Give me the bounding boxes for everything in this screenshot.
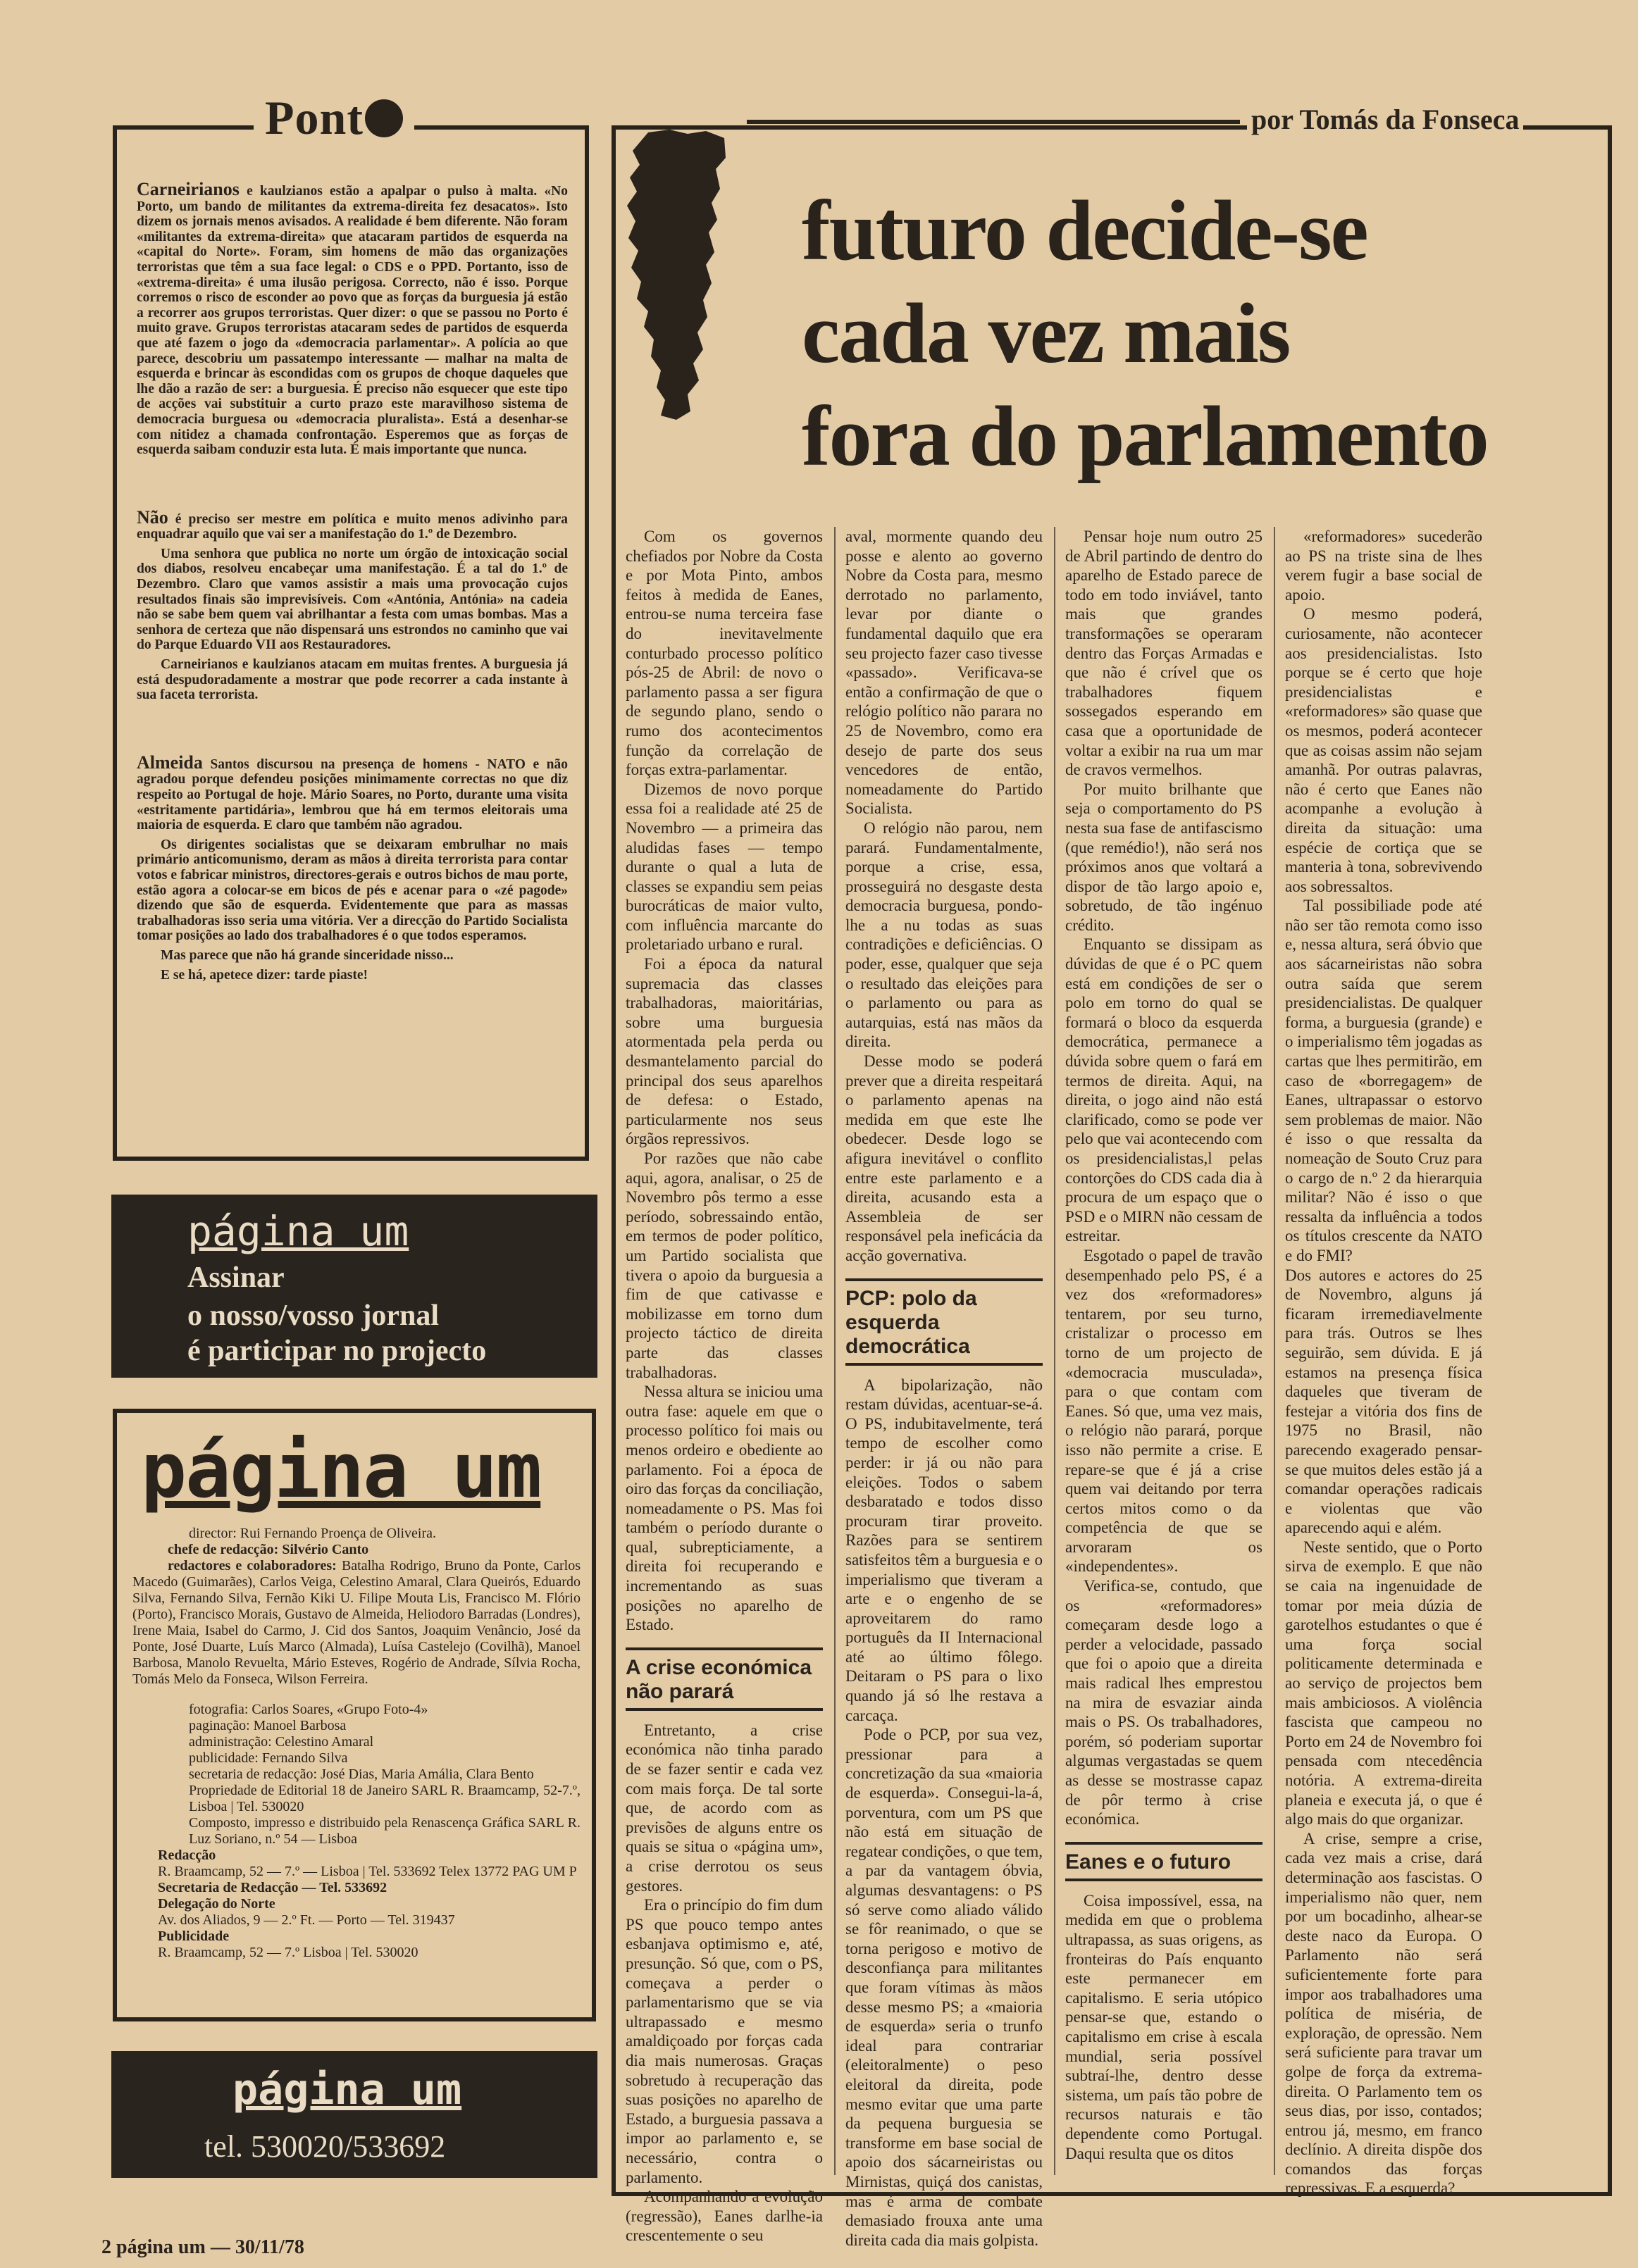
masthead-secretaria: secretaria de redacção: José Dias, Maria Amália, Clara Bento xyxy=(189,1767,534,1782)
c2-p2: O relógio não parou, nem parará. Fundamentalmente, porque a crise, essa, prosseguirá no desgaste desta democracia burguesa, pondo-lhe a nu todas as suas contradições e deficiências. O poder, esse, qualquer que seja o resultado das eleições para o parlamento ou para as autarquias, está nas mãos da direita. xyxy=(845,818,1043,1051)
portugal-map-icon xyxy=(620,127,733,423)
masthead-box xyxy=(113,1409,596,2021)
c3-p2: Por muito brilhante que seja o comportamento do PS nesta sua fase de antifascismo (que remédio!), não será nos próximos anos que voltará a dispor de tão largo apoio e, sobretudo, de tão ingénuo crédito. xyxy=(1065,780,1262,934)
ponto-item2c: Carneirianos e kaulzianos atacam em muitas frentes. A burguesia já está despudoradamente a mostrar que pode recorrer a cada instante à sua faceta terrorista. xyxy=(137,657,568,703)
c3-p4: Esgotado o papel de travão desempenhado pelo PS, é a vez dos «reformadores» tentarem, por seu turno, cristalizar o processo em torno de um projecto de «democracia musculada», para o que contam com Eanes. Só que, uma vez mais, o relógio não parará, porque isso não permite a crise. E repare-se que é já a crise quem vai deitando por terra certos mitos como o da competência de que se arvoraram os «independentes». xyxy=(1065,1246,1262,1576)
c4-p6: A crise, sempre a crise, cada vez mais a crise, dará determinação aos fascistas. O imperialismo não quer, nem por um bocadinho, alhear-se deste naco da Europa. O Parlamento não será suficientemente forte para impor aos trabalhadores uma política de miséria, de exploração, de opressão. Nem será suficiente para travar um golpe de força da extrema-direita. O Parlamento tem os seus dias, por isso, contados; entrou já, mesmo, em franco declínio. A direita dispõe dos comandos das forças repressivas. E a esquerda? xyxy=(1285,1829,1482,2198)
page-footer: 2 página um — 30/11/78 xyxy=(101,2236,304,2258)
ad2-logo: página um xyxy=(232,2065,462,2114)
c3-p6: Coisa impossível, essa, na medida em que o problema ultrapassa, as suas origens, as fronteiras do País enquanto este permanecer em capitalismo. E seria utópico pensar-se que, estando o capitalismo em crise à escala mundial, seria possível subtraí-lhe, dentro desse sistema, um país tão pobre de recursos naturais e tão dependente como Portugal. Daqui resulta que os ditos xyxy=(1065,1891,1262,2162)
ponto-item3-cap: Almeida xyxy=(137,752,203,773)
ponto-item2b: Uma senhora que publica no norte um órgão de intoxicação social dos diabos, resolveu encabeçar uma manifestação. É a tal do 1.º de Dezembro. Claro que vamos assistir a mais uma provocação cujos resultados finais são imprevisíveis. Com «Antónia, Antónia» na cadeia não se sabe bem quem vai abrilhantar a festa com umas bombas. Mas a senhora de certeza que não dispensará uns estrondos no caminho que vai do Parque Eduardo VII aos Restauradores. xyxy=(137,546,568,653)
masthead-delegacao: Av. dos Aliados, 9 — 2.º Ft. — Porto — Tel. 319437 xyxy=(158,1912,455,1928)
masthead-publicidade-addr: R. Braamcamp, 52 — 7.º Lisboa | Tel. 530020 xyxy=(158,1945,418,1960)
subhead-crise: A crise económica não parará xyxy=(626,1647,823,1711)
article-column-4 xyxy=(1285,527,1482,2198)
c3-p5: Verifica-se, contudo, que os «reformadores» começaram desde logo a perder a velocidade, passado que foi o apoio que a direita mais radical lhes emprestou na mira de esvaziar ainda mais o PS. Os trabalhadores, porém, só poderiam suportar algumas vergastadas se quem as desse se mostrasse capaz de pôr termo à crise económica. xyxy=(1065,1577,1262,1828)
ponto-item3c: Mas parece que não há grande sinceridade nisso... xyxy=(161,947,454,963)
masthead-redactores: Batalha Rodrigo, Bruno da Ponte, Carlos Macedo (Guimarães), Carlos Veiga, Celestino Amaral, Clara Queirós, Eduardo Silva, Fernando Silva, Fernão Kiki U. Filipe Mouta Lis, Francisco M. Flório (Porto), Francisco Morais, Gustavo de Almeida, Heliodoro Barradas (Londres), Irene Maia, Isabel do Carmo, J. Cid dos Santos, Joaquim Venâncio, José da Ponte, José Duarte, Luís Marco (Almada), Luísa Castelejo (Covilhã), Manoel Barbosa, Manolo Revuelta, Mário Esteves, Rogério de Andrade, Sílvia Rocha, Tomás Melo da Fonseca, Wilson Ferreira. xyxy=(132,1558,581,1687)
c4-p4: Dos autores e actores do 25 de Novembro, alguns já ficaram irremediavelmente para trás. Outros se lhes seguirão, sem dúvida. E já estamos na presença física daqueles que tiveram de festejar a vitória dos fins de 1975 no Brasil, não parecendo exagerado pensar-se que muitos deles estão já a comandar operações radicais e violentas que vão aparecendo aqui e além. xyxy=(1285,1266,1482,1537)
ponto-item1: e kaulzianos estão a apalpar o pulso à malta. «No Porto, um bando de militantes da extrema-direita fez desacatos». Isto dizem os jornais menos avisados. A realidade é bem diferente. Não foram «militantes da extrema-direita» que atacaram partidos de esquerda na «capital do Norte». Foram, sim homens de mão das organizações terroristas que têm a sua face legal: o CDS e o PPD. Portanto, isso de «extrema-direita» é uma ilusão perigosa. Correcto, não é isso. Porque corremos o risco de esconder ao povo que as forças da burguesia já estão a recorrer aos grupos terroristas. Quer dizer: o que se passou no Porto é muito grave. Grupos terroristas atacaram sedes de partidos de esquerda que até fazem o jogo da «democracia parlamentar». A polícia ao que parece, descobriu um passatempo interessante — malhar na malta de esquerda e brincar às escondidas com os grupos de choque daqueles que lhe dão a razão de ser: a burguesia. É preciso não esquecer que este tipo de acções vai substituir a curto prazo este maravilhoso sistema de democracia burguesa ou «democracia pluralista». Está a desenhar-se com nitidez a chamada confrontação. Esperemos que as forças de esquerda saibam conduzir esta luta. É mais importante que nunca. xyxy=(137,184,568,458)
c1-p2: Dizemos de novo porque essa foi a realidade até 25 de Novembro — a primeira das aludidas fases — tempo durante o qual a luta de classes se expandiu sem peias burocráticas de maior vulto, com influência marcante do proletariado urbano e rural. xyxy=(626,780,823,954)
masthead-publicidade: publicidade: Fernando Silva xyxy=(189,1750,348,1766)
masthead-redaccao-hd: Redacção xyxy=(158,1848,216,1863)
masthead-paginacao: paginação: Manoel Barbosa xyxy=(189,1718,347,1733)
c1-p5: Nessa altura se iniciou uma outra fase: aquele em que o processo político foi mais ou menos ordeiro e obediente ao parlamento. Foi a época de oiro das forças da conciliação, nomeadamente o PS. Mas foi também o período durante o qual, subrepticiamente, a direita foi recuperando e incrementando as suas posições no aparelho de Estado. xyxy=(626,1383,823,1634)
headline-line2: cada vez mais xyxy=(802,286,1290,381)
masthead-director: director: Rui Fernando Proença de Oliveira. xyxy=(189,1526,436,1541)
c1-p7: Era o princípio do fim dum PS que pouco tempo antes esbanjava optimismo e, até, presunção. Só que, com o PS, começava a perder o parlamentarismo que se via ultrapassado e mesmo amaldiçoado por forças cada dia mais numerosas. Graças sobretudo à recuperação das suas posições no aparelho de Estado, a burguesia passava a impor ao parlamento e, se necessário, contra o parlamento. xyxy=(626,1896,823,2186)
masthead-publicidade-hd: Publicidade xyxy=(158,1929,230,1944)
headline-line1: futuro decide-se xyxy=(802,183,1367,278)
c4-p1: «reformadores» sucederão ao PS na triste sina de lhes verem fugir a base social de apoio. xyxy=(1285,528,1482,604)
ad1-logo: página um xyxy=(187,1207,409,1255)
c3-p1: Pensar hoje num outro 25 de Abril partindo de dentro do aparelho de Estado parece de todo em todo inviável, tanto mais que grandes transformações se operaram dentro das Forças Armadas e que não é crível que os trabalhadores fiquem sossegados esperando em casa que a oportunidade de voltar a exibir na rua um mar de cravos vermelhos. xyxy=(1065,528,1262,779)
c3-p3: Enquanto se dissipam as dúvidas de que é o PC quem está em condições de ser o polo em torno do qual se formará o bloco da esquerda democrática, permanece a dúvida sobre quem o fará em termos de direita. Aqui, na direita, o jogo aind não está clarificado, como se pode ver pelo que vai acontecendo com os presidencialistas,l pelas contorções do CDS cada dia à procura de um espaço que o PSD e o MIRN não cessam de estreitar. xyxy=(1065,935,1262,1245)
ponto-body xyxy=(137,179,569,1147)
subhead-pcp: PCP: polo da esquerda democrática xyxy=(845,1278,1043,1366)
c1-p8: Acompanhando a evolução (regressão), Eanes darlhe-ia crescentemente o seu xyxy=(626,2188,823,2245)
ponto-item2a: é preciso ser mestre em política e muito menos adivinho para enquadrar aquilo que vai ser a manifestação do 1.º de Dezembro. xyxy=(137,511,569,542)
c2-p1: aval, mormente quando deu posse e alento ao governo Nobre da Costa para, mesmo derrotado no parlamento, levar por diante o fundamental daquilo que era seu projecto fazer caso tivesse «passado». Verificava-se então a confirmação de que o relógio político não parara no 25 de Novembro, como era desejo de parte dos seus vencedores de então, nomeadamente do Partido Socialista. xyxy=(845,528,1043,818)
ad2-tel: tel. 530020/533692 xyxy=(204,2129,446,2164)
subscribe-ad xyxy=(111,1195,597,1378)
masthead-redaccao: R. Braamcamp, 52 — 7.º — Lisboa | Tel. 533692 Telex 13772 PAG UM P xyxy=(158,1864,577,1879)
masthead-secretaria-hd: Secretaria de Redacção — Tel. 533692 xyxy=(158,1880,387,1895)
c4-p5: Neste sentido, que o Porto sirva de exemplo. E que não se caia na ingenuidade de tomar por meia dúzia de garotelhos estudantes o que é uma força social politicamente determinada e ao serviço de projectos bem mais ambiciosos. A violência fascista que campeou no Porto em 24 de Novembro foi pensada com ntecedência notória. A extrema-direita planeia e executa já, o que é algo mais do que organizar. xyxy=(1285,1538,1482,1828)
article-columns xyxy=(626,527,1603,2249)
ponto-item1-cap: Carneirianos xyxy=(137,179,240,199)
ponto-item3a: Santos discursou na presença de homens - NATO e não agradou porque defendeu posições minimamente correctas no que diz respeito ao Portugal de hoje. Mário Soares, no Porto, durante uma visita «estritamente partidária», lembrou que há em termos eleitorais uma maioria de esquerda. E claro que também não agradou. xyxy=(137,756,568,833)
c1-p3: Foi a época da natural supremacia das classes trabalhadoras, maioritárias, sobre uma burguesia atormentada pela perda ou desmantelamento parcial do principal dos seus aparelhos de defesa: o Estado, particularmente nos seus órgãos repressivos. xyxy=(626,955,823,1148)
article-column-1 xyxy=(626,527,823,2245)
ad1-line2: o nosso/vosso jornal xyxy=(187,1300,440,1332)
dot-icon xyxy=(365,99,403,137)
c2-p4: A bipolarização, não restam dúvidas, acentuar-se-á. O PS, indubitavelmente, terá tempo de escolher como perder: ir já ou não para eleições. Todos o sabem desbaratado e todos disso procuram tirar proveito. Razões para se sentirem satisfeitos têm a burguesia e o imperialismo que tiveram a arte e o engenho de se aproveitarem do ramo português da II Internacional até ao último fôlego. Deitaram o PS para o lixo quando já só lhe restava a carcaça. xyxy=(845,1376,1043,1724)
masthead-body xyxy=(132,1526,581,2012)
c1-p4: Por razões que não cabe aqui, agora, analisar, o 25 de Novembro pôs termo a esse período, sobressaindo então, em termos de poder político, um Partido socialista que tivera o apoio da burguesia a fim de que cativasse e mobilizasse em torno dum projecto táctico de direita parte das classes trabalhadoras. xyxy=(626,1149,823,1381)
ad1-line3: é participar no projecto xyxy=(187,1335,487,1367)
ponto-title: Pont xyxy=(254,90,414,146)
byline: por Tomás da Fonseca xyxy=(1247,103,1523,136)
c4-p3: Tal possibiliade pode até não ser tão remota como isso e, nessa altura, será óbvio que aos sácarneiristas não sobra outra saída que serem presidencialistas. De qualquer forma, a burguesia (grande) e o imperialismo têm jogadas as cartas que lhes permitirão, em caso de «borregagem» de Eanes, ultrapassar o estorvo sem problemas de maior. Não é isso o que ressalta da nomeação de Souto Cruz para o cargo de n.º 2 da hierarquia militar? Não é isso o que ressalta da influência a todos os títulos crescente da NATO e do FMI? xyxy=(1285,897,1482,1264)
headline-line3: fora do parlamento xyxy=(802,389,1488,484)
column-rule xyxy=(1274,527,1275,2175)
column-rule xyxy=(1054,527,1055,2175)
phone-ad xyxy=(111,2051,597,2178)
masthead-administracao: administração: Celestino Amaral xyxy=(189,1734,374,1750)
ponto-item3b: Os dirigentes socialistas que se deixaram embrulhar no mais primário anticomunismo, deram as mãos à direita terrorista para contar votos e fabricar ministros, directores-gerais e outros bichos de mau porte, estão agora a colocar-se em bicos de pés e acenar para o «zé pagode» dizendo que são de esquerda. Evidentemente que para as massas trabalhadoras isso seria uma vitória. Ver a direcção do Partido Socialista tomar posições ao lado dos trabalhadores é o que todos esperamos. xyxy=(137,837,568,944)
masthead-redactores-hd: redactores e colaboradores: xyxy=(168,1558,337,1574)
masthead-delegacao-hd: Delegação do Norte xyxy=(158,1896,275,1912)
byline-rule xyxy=(747,120,1240,124)
masthead-propriedade: Propriedade de Editorial 18 de Janeiro SARL R. Braamcamp, 52-7.º, Lisboa | Tel. 530020 xyxy=(189,1783,581,1814)
ponto-item3d: E se há, apetece dizer: tarde piaste! xyxy=(161,967,368,983)
article-column-3 xyxy=(1065,527,1262,2189)
masthead-logo: página um xyxy=(141,1427,541,1515)
c2-p5: Pode o PCP, por sua vez, pressionar para a concretização da sua «maioria de esquerda». Consegui-la-á, porventura, com um PS que não está em situação de regatear condições, o que tem, a par da vantagem óbvia, algumas desvantagens: o PS só serve como aliado válido se fôr reanimado, o que se torna perigoso e motivo de desconfiança para militantes que foram vítimas às mãos desse mesmo PS; a «maioria de esquerda» seria o trunfo ideal para contrariar (eleitoralmente) o peso eleitoral da direita, pode mesmo evitar que uma parte da pequena burguesia se transforme em base social de apoio dos sácarneiristas ou Mirnistas, quiçá dos canistas, mas é arma de combate demasiado frouxa ante uma direita cada dia mais golpista. xyxy=(845,1726,1043,2249)
ad1-line1: Assinar xyxy=(187,1261,285,1294)
ponto-item2-cap: Não xyxy=(137,506,168,528)
c2-p3: Desse modo se poderá prever que a direita respeitará o parlamento apenas na medida em que este lhe obedecer. Desde logo se afigura inevitável o conflito entre este parlamento e a direita, acusando esta a Assembleia de ser responsável pela ineficácia da acção governativa. xyxy=(845,1052,1043,1264)
c4-p2: O mesmo poderá, curiosamente, não acontecer aos presidencialistas. Isto porque se é certo que hoje presidencialistas e «reformadores» são quase que os mesmos, poderá acontecer que as coisas assim não sejam amanhã. Por outras palavras, não é certo que Eanes não acompanhe a evolução à direita da situação: uma espécie de cortiça que se manteria à tona, sobrevivendo aos sobressaltos. xyxy=(1285,605,1482,895)
subhead-eanes: Eanes e o futuro xyxy=(1065,1842,1262,1881)
masthead-fotografia: fotografia: Carlos Soares, «Grupo Foto-4» xyxy=(189,1702,428,1717)
column-rule xyxy=(834,527,836,2175)
article-column-2 xyxy=(845,527,1043,2249)
masthead-composto: Composto, impresso e distribuido pela Renascença Gráfica SARL R. Luz Soriano, n.º 54 — Lisboa xyxy=(189,1815,581,1847)
masthead-chefe: chefe de redacção: Silvério Canto xyxy=(168,1542,369,1557)
c1-p6: Entretanto, a crise económica não tinha parado de se fazer sentir e cada vez com mais força. De tal sorte que, de acordo com as previsões de alguns entre os quais se situa o «página um», a crise derrotou os seus gestores. xyxy=(626,1721,823,1895)
headline xyxy=(802,180,1612,488)
c1-p1: Com os governos chefiados por Nobre da Costa e por Mota Pinto, ambos feitos à medida de Eanes, entrou-se numa terceira fase do inevitavelmente conturbado processo político pós-25 de Abril: de novo o parlamento passa a ser figura de segundo plano, sendo o rumo dos acontecimentos função da correlação de forças extra-parlamentar. xyxy=(626,528,823,779)
